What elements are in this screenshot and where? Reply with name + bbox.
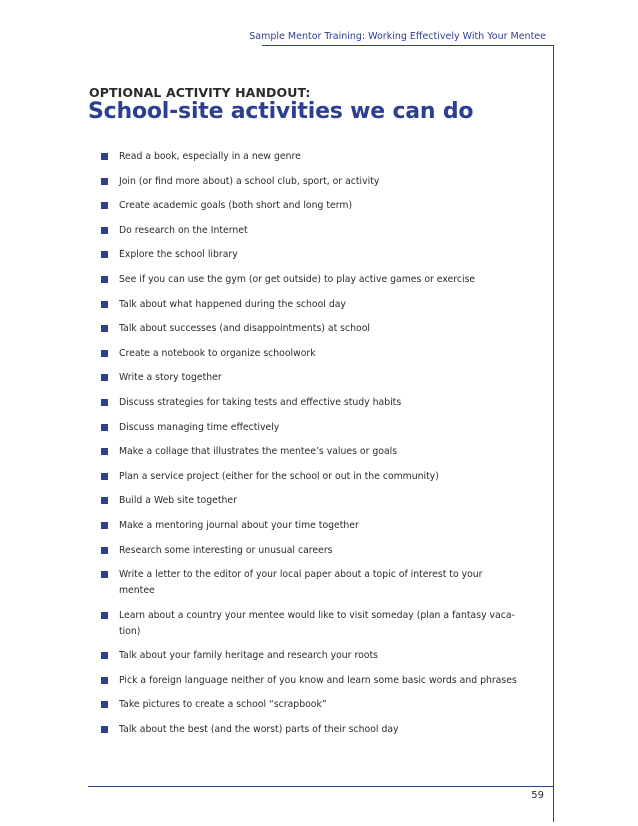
square-bullet-icon <box>101 612 108 619</box>
list-item-text: Explore the school library <box>119 249 238 261</box>
square-bullet-icon <box>101 202 108 209</box>
list-item-text: Talk about your family heritage and research your roots <box>119 650 378 662</box>
square-bullet-icon <box>101 677 108 684</box>
list-item-text: Read a book, especially in a new genre <box>119 151 301 162</box>
list-item-text: Discuss strategies for taking tests and effective study habits <box>119 396 402 408</box>
list-item <box>101 247 521 263</box>
list-item-text: Plan a service project (either for the school or out in the community) <box>119 470 439 482</box>
list-item-text: Learn about a country your mentee would like to visit someday (plan a fantasy vaca-tion) <box>119 609 515 637</box>
list-item <box>101 543 521 559</box>
list-item <box>101 420 521 436</box>
activity-list <box>101 149 521 747</box>
list-item-text: Make a collage that illustrates the mentee’s values or goals <box>119 446 398 458</box>
square-bullet-icon <box>101 153 108 160</box>
list-item <box>101 648 521 664</box>
list-item <box>101 493 521 509</box>
square-bullet-icon <box>101 726 108 733</box>
list-item <box>101 297 521 313</box>
list-item-text: See if you can use the gym (or get outside) to play active games or exercise <box>119 273 476 285</box>
list-item <box>101 174 521 190</box>
list-item <box>101 395 521 411</box>
handout-kicker: OPTIONAL ACTIVITY HANDOUT: <box>89 85 311 100</box>
list-item <box>101 567 521 599</box>
footer-rule <box>88 786 553 787</box>
side-rule <box>553 45 554 822</box>
list-item <box>101 697 521 713</box>
list-item-text: Build a Web site together <box>119 495 237 507</box>
list-item-text: Write a letter to the editor of your local paper about a topic of interest to your mentee <box>119 569 483 597</box>
square-bullet-icon <box>101 473 108 480</box>
list-item-text: Research some interesting or unusual careers <box>119 544 333 556</box>
list-item <box>101 518 521 534</box>
square-bullet-icon <box>101 522 108 529</box>
square-bullet-icon <box>101 497 108 504</box>
square-bullet-icon <box>101 325 108 332</box>
running-header: Sample Mentor Training: Working Effectively With Your Mentee <box>249 31 546 42</box>
list-item <box>101 321 521 337</box>
square-bullet-icon <box>101 227 108 234</box>
list-item <box>101 608 521 640</box>
list-item <box>101 469 521 485</box>
list-item <box>101 198 521 214</box>
square-bullet-icon <box>101 374 108 381</box>
list-item-text: Talk about what happened during the school day <box>119 298 346 310</box>
list-item <box>101 346 521 362</box>
list-item <box>101 272 521 288</box>
list-item <box>101 149 521 165</box>
square-bullet-icon <box>101 701 108 708</box>
list-item-text: Make a mentoring journal about your time together <box>119 519 359 531</box>
header-rule <box>262 45 553 46</box>
square-bullet-icon <box>101 571 108 578</box>
square-bullet-icon <box>101 547 108 554</box>
square-bullet-icon <box>101 350 108 357</box>
square-bullet-icon <box>101 178 108 185</box>
square-bullet-icon <box>101 652 108 659</box>
page-number: 59 <box>531 790 544 801</box>
list-item-text: Join (or find more about) a school club, sport, or activity <box>119 175 380 187</box>
list-item <box>101 223 521 239</box>
square-bullet-icon <box>101 276 108 283</box>
list-item-text: Write a story together <box>119 372 222 384</box>
list-item-text: Take pictures to create a school “scrapbook” <box>119 699 327 711</box>
list-item <box>101 673 521 689</box>
list-item <box>101 722 521 738</box>
list-item-text: Create academic goals (both short and long term) <box>119 200 353 212</box>
list-item-text: Pick a foreign language neither of you know and learn some basic words and phrases <box>119 674 517 686</box>
square-bullet-icon <box>101 448 108 455</box>
list-item-text: Discuss managing time effectively <box>119 421 280 433</box>
list-item-text: Talk about successes (and disappointments) at school <box>119 323 370 335</box>
square-bullet-icon <box>101 424 108 431</box>
list-item-text: Talk about the best (and the worst) parts of their school day <box>119 724 399 736</box>
square-bullet-icon <box>101 251 108 258</box>
list-item <box>101 370 521 386</box>
list-item-text: Create a notebook to organize schoolwork <box>119 347 316 359</box>
page-title: School-site activities we can do <box>88 99 474 124</box>
square-bullet-icon <box>101 301 108 308</box>
square-bullet-icon <box>101 399 108 406</box>
list-item <box>101 444 521 460</box>
list-item-text: Do research on the Internet <box>119 224 248 236</box>
